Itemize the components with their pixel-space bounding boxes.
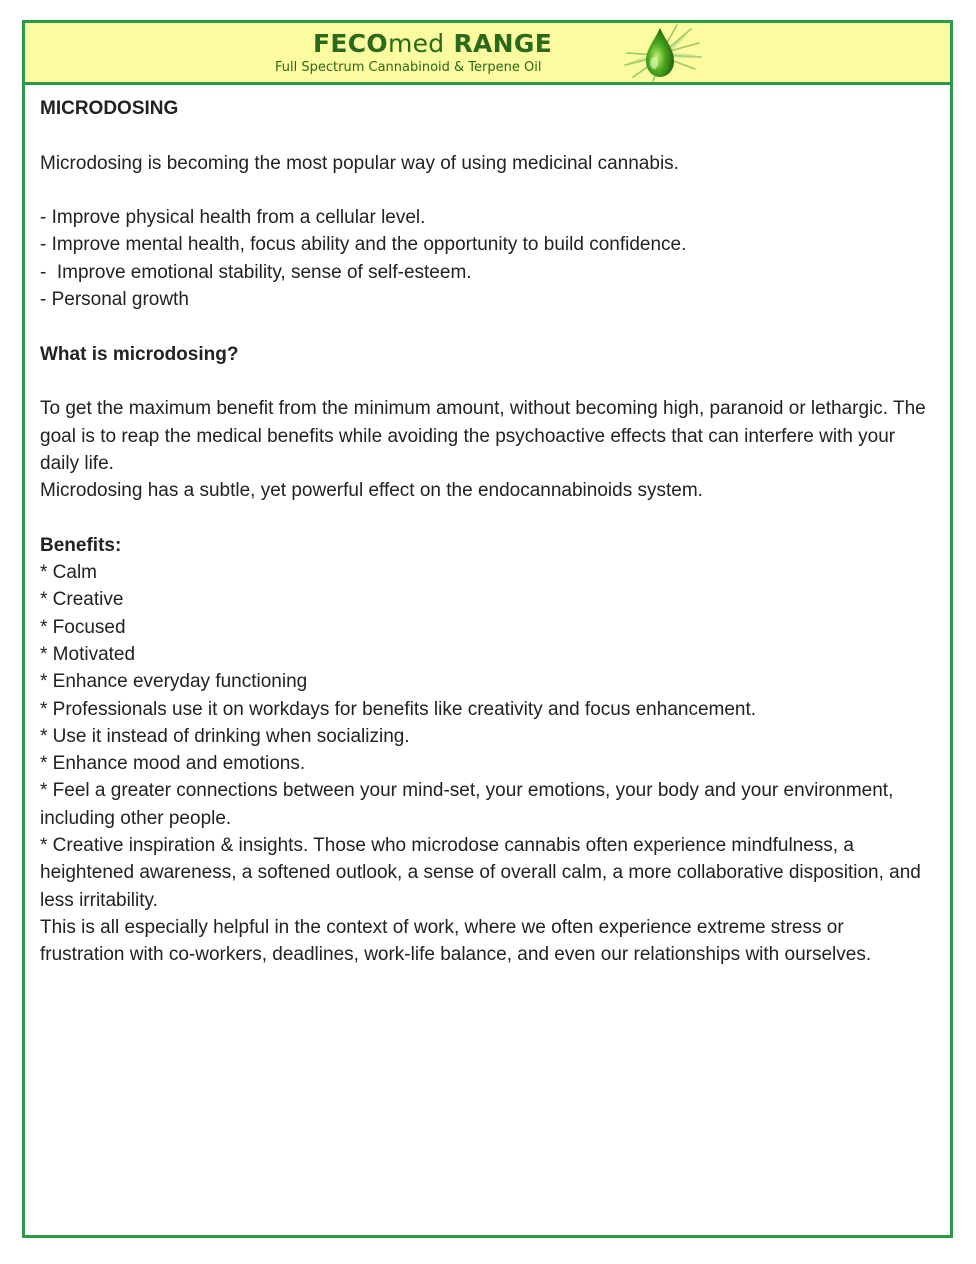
list-item: - Improve mental health, focus ability and the opportunity to build confidence.	[40, 234, 687, 256]
benefit-item: * Use it instead of drinking when socializing.	[40, 725, 410, 747]
benefit-item: * Creative	[40, 589, 124, 611]
header-banner	[25, 23, 950, 85]
cannabis-oil-drop-icon	[617, 23, 703, 83]
benefit-item: * Enhance everyday functioning	[40, 671, 308, 693]
benefit-item: * Focused	[40, 616, 126, 638]
answer-paragraph: To get the maximum benefit from the minimum amount, without becoming high, paranoid or lethargic. The goal is to reap the medical benefits while avoiding the psychoactive effects that can interfere with your daily life.	[40, 398, 926, 474]
intro-paragraph: Microdosing is becoming the most popular way of using medicinal cannabis.	[40, 152, 679, 174]
list-item: - Personal growth	[40, 289, 189, 311]
brand-title: FECOmed RANGE	[313, 29, 553, 58]
brand-tagline: Full Spectrum Cannabinoid & Terpene Oil	[275, 60, 542, 75]
benefit-item: * Creative inspiration & insights. Those who microdose cannabis often experience mindfulness, a heightened awareness, a softened outlook, a sense of overall calm, a more collaborative disposition, and less irritability.	[40, 835, 921, 911]
benefit-item: * Feel a greater connections between your mind-set, your emotions, your body and your environment, including other people.	[40, 780, 894, 829]
section-heading: What is microdosing?	[40, 343, 239, 365]
benefit-item: * Calm	[40, 562, 98, 584]
benefit-item: * Enhance mood and emotions.	[40, 753, 306, 775]
closing-paragraph: This is all especially helpful in the context of work, where we often experience extreme stress or frustration with co-workers, deadlines, work-life balance, and even our relationships with ourselves.	[40, 916, 872, 966]
list-item: - Improve emotional stability, sense of self-esteem.	[40, 261, 472, 283]
benefits-heading: Benefits:	[40, 534, 122, 556]
list-item: - Improve physical health from a cellular level.	[40, 207, 426, 229]
document-body	[40, 95, 930, 969]
answer-paragraph: Microdosing has a subtle, yet powerful effect on the endocannabinoids system.	[40, 480, 703, 502]
page-frame	[22, 20, 953, 1238]
page-heading: MICRODOSING	[40, 98, 179, 119]
benefit-item: * Motivated	[40, 643, 136, 665]
benefit-item: * Professionals use it on workdays for benefits like creativity and focus enhancement.	[40, 698, 757, 720]
